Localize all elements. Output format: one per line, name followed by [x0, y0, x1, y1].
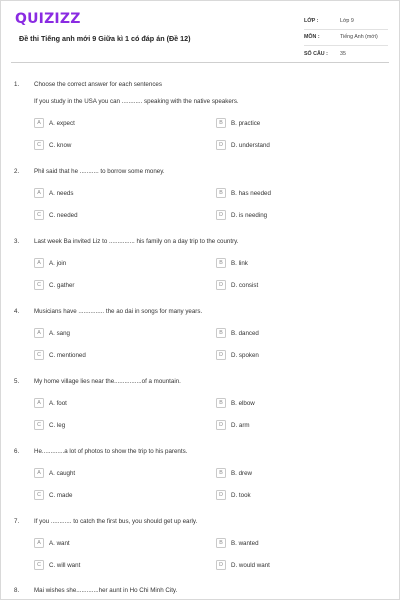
option-c[interactable] — [34, 350, 86, 360]
question-number: 6. — [14, 448, 20, 455]
option-label: B. wanted — [231, 539, 259, 547]
meta-value: Lớp 9 — [340, 17, 354, 24]
option-letter-box[interactable]: D — [216, 210, 226, 220]
option-letter-box[interactable]: A — [34, 538, 44, 548]
question-5 — [1, 378, 400, 448]
question-number: 3. — [14, 238, 20, 245]
option-a[interactable] — [34, 538, 70, 548]
option-letter-box[interactable]: C — [34, 490, 44, 500]
option-letter-box[interactable]: B — [216, 538, 226, 548]
question-text: Phil said that he ........... to borrow some money. — [34, 168, 165, 175]
option-b[interactable] — [216, 398, 255, 408]
option-d[interactable] — [216, 350, 259, 360]
option-label: A. expect — [49, 119, 75, 127]
option-label: B. link — [231, 259, 248, 267]
option-a[interactable] — [34, 188, 73, 198]
option-letter-box[interactable]: C — [34, 140, 44, 150]
meta-row-subject — [304, 30, 388, 47]
question-3 — [1, 238, 400, 308]
option-letter-box[interactable]: D — [216, 280, 226, 290]
meta-table — [304, 13, 388, 63]
option-label: A. want — [49, 539, 70, 547]
option-label: D. would want — [231, 561, 270, 569]
option-a[interactable] — [34, 398, 67, 408]
option-letter-box[interactable]: D — [216, 560, 226, 570]
option-d[interactable] — [216, 420, 250, 430]
option-a[interactable] — [34, 328, 70, 338]
option-label: D. consist — [231, 281, 259, 289]
question-text: Last week Ba invited Liz to ............... his family on a day trip to the country. — [34, 238, 239, 245]
option-letter-box[interactable]: A — [34, 398, 44, 408]
option-letter-box[interactable]: C — [34, 560, 44, 570]
option-d[interactable] — [216, 140, 270, 150]
option-label: C. mentioned — [49, 351, 86, 359]
option-label: A. needs — [49, 189, 74, 197]
option-a[interactable] — [34, 468, 75, 478]
question-text: My home village lies near the................of a mountain. — [34, 378, 181, 385]
meta-key: SỐ CÂU : — [304, 50, 328, 57]
option-letter-box[interactable]: B — [216, 118, 226, 128]
option-label: D. is needing — [231, 211, 268, 219]
meta-key: LỚP : — [304, 17, 319, 24]
option-label: C. know — [49, 141, 72, 149]
option-c[interactable] — [34, 280, 74, 290]
option-letter-box[interactable]: C — [34, 350, 44, 360]
question-text: If you ............ to catch the first bus, you should get up early. — [34, 518, 198, 525]
question-2 — [1, 168, 400, 238]
option-letter-box[interactable]: A — [34, 468, 44, 478]
option-label: A. caught — [49, 469, 76, 477]
meta-row-class — [304, 13, 388, 30]
option-letter-box[interactable]: D — [216, 490, 226, 500]
option-d[interactable] — [216, 490, 251, 500]
option-letter-box[interactable]: B — [216, 328, 226, 338]
option-label: A. join — [49, 259, 67, 267]
option-letter-box[interactable]: B — [216, 258, 226, 268]
option-label: A. foot — [49, 399, 67, 407]
option-letter-box[interactable]: D — [216, 420, 226, 430]
option-c[interactable] — [34, 560, 80, 570]
option-b[interactable] — [216, 118, 260, 128]
option-label: B. elbow — [231, 399, 255, 407]
option-label: A. sang — [49, 329, 70, 337]
option-label: C. gather — [49, 281, 75, 289]
option-letter-box[interactable]: D — [216, 350, 226, 360]
meta-value: Tiếng Anh (mới) — [340, 34, 378, 41]
option-label: B. drew — [231, 469, 252, 477]
option-d[interactable] — [216, 210, 267, 220]
option-letter-box[interactable]: A — [34, 328, 44, 338]
question-7 — [1, 518, 400, 588]
question-4 — [1, 308, 400, 378]
meta-value: 35 — [340, 50, 346, 57]
option-letter-box[interactable]: B — [216, 188, 226, 198]
option-b[interactable] — [216, 188, 271, 198]
option-letter-box[interactable]: B — [216, 398, 226, 408]
option-a[interactable] — [34, 118, 75, 128]
option-c[interactable] — [34, 210, 78, 220]
option-label: B. practice — [231, 119, 261, 127]
option-letter-box[interactable]: C — [34, 420, 44, 430]
question-number: 4. — [14, 308, 20, 315]
question-6 — [1, 448, 400, 518]
question-8 — [1, 587, 400, 599]
option-label: D. took — [231, 491, 251, 499]
meta-key: MÔN : — [304, 34, 320, 41]
question-number: 5. — [14, 378, 20, 385]
option-letter-box[interactable]: C — [34, 280, 44, 290]
option-d[interactable] — [216, 560, 270, 570]
option-b[interactable] — [216, 468, 252, 478]
option-label: D. arm — [231, 421, 250, 429]
question-text: Mai wishes she.............her aunt in Ho Chi Minh City. — [34, 587, 178, 594]
option-c[interactable] — [34, 140, 71, 150]
option-letter-box[interactable]: A — [34, 188, 44, 198]
option-letter-box[interactable]: C — [34, 210, 44, 220]
option-letter-box[interactable]: D — [216, 140, 226, 150]
option-a[interactable] — [34, 258, 66, 268]
option-letter-box[interactable]: A — [34, 258, 44, 268]
option-letter-box[interactable]: A — [34, 118, 44, 128]
option-d[interactable] — [216, 280, 258, 290]
question-number: 8. — [14, 587, 20, 594]
option-label: D. spoken — [231, 351, 259, 359]
option-c[interactable] — [34, 420, 65, 430]
option-c[interactable] — [34, 490, 72, 500]
question-number: 2. — [14, 168, 20, 175]
option-b[interactable] — [216, 538, 259, 548]
question-instruction: Choose the correct answer for each sentences — [34, 81, 162, 88]
option-label: C. will want — [49, 561, 81, 569]
question-number: 1. — [14, 81, 20, 88]
question-text: He.............a lot of photos to show the trip to his parents. — [34, 448, 188, 455]
meta-row-count — [304, 46, 388, 63]
page-title: Đề thi Tiếng anh mới 9 Giữa kì 1 có đáp án (Đề 12) — [19, 34, 191, 43]
question-text: Musicians have ............... the ao dai in songs for many years. — [34, 308, 203, 315]
option-label: B. danced — [231, 329, 259, 337]
option-label: B. has needed — [231, 189, 271, 197]
option-label: C. made — [49, 491, 73, 499]
option-label: C. needed — [49, 211, 78, 219]
header-divider — [11, 62, 389, 63]
option-label: D. understand — [231, 141, 270, 149]
option-letter-box[interactable]: B — [216, 468, 226, 478]
option-label: C. leg — [49, 421, 66, 429]
question-number: 7. — [14, 518, 20, 525]
question-text: If you study in the USA you can ............ speaking with the native speakers. — [34, 98, 239, 105]
option-b[interactable] — [216, 258, 248, 268]
option-b[interactable] — [216, 328, 259, 338]
question-1 — [1, 81, 400, 151]
quizizz-logo: QUIZIZZ — [15, 11, 81, 27]
